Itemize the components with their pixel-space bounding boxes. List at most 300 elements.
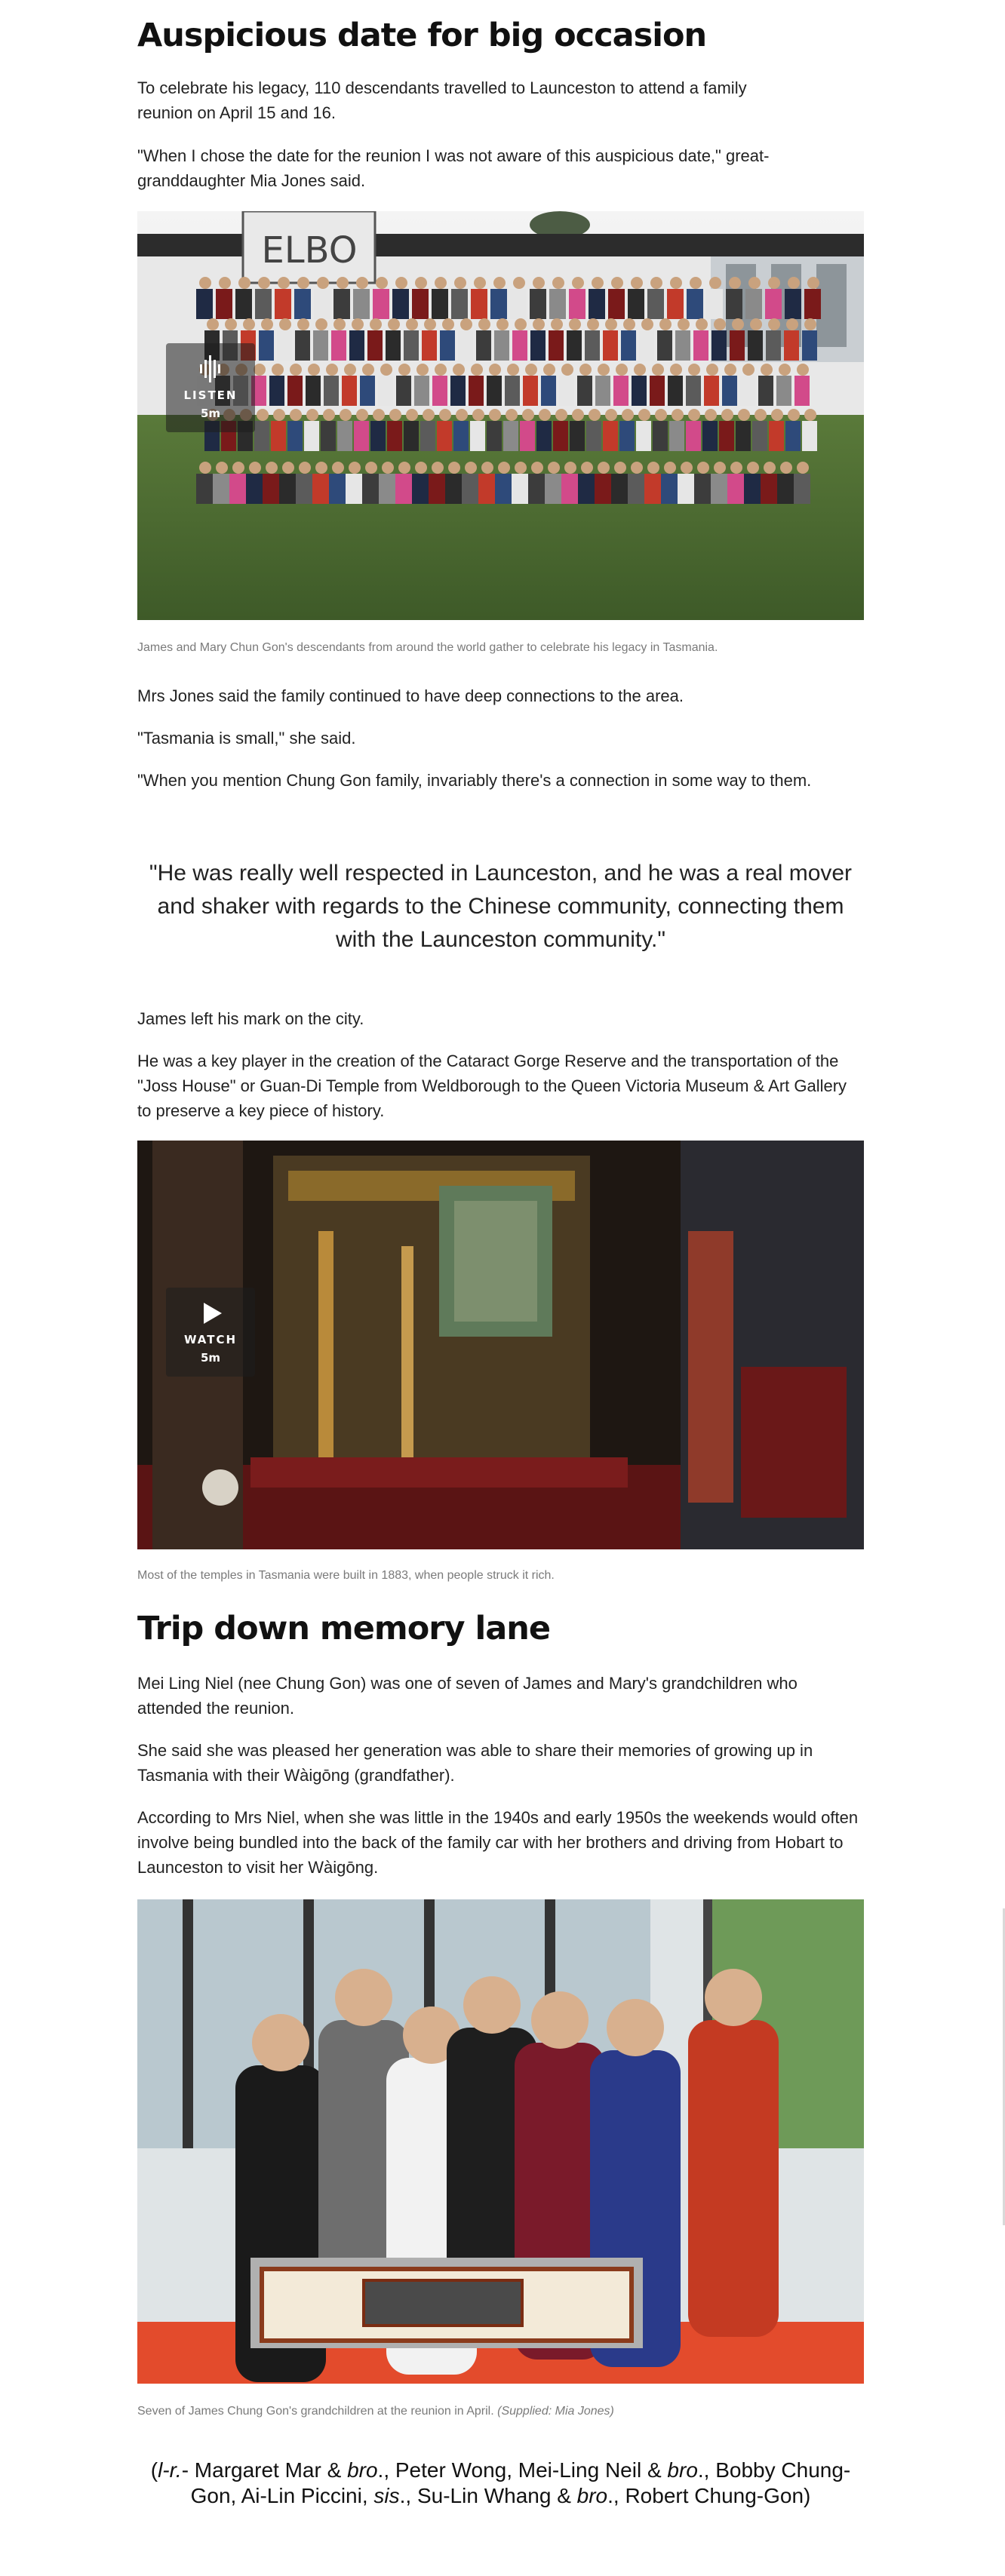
crowd-person-body	[761, 474, 777, 504]
person-head	[335, 1969, 392, 2026]
crowd-person-head	[688, 409, 700, 421]
crowd-person-head	[552, 277, 564, 289]
crowd-person-body	[314, 289, 330, 319]
crowd-person-body	[711, 330, 727, 361]
crowd-person-head	[406, 409, 418, 421]
crowd-person-head	[432, 462, 444, 474]
crowd-person-body	[462, 474, 478, 504]
crowd-person-head	[709, 277, 721, 289]
crowd-person-head	[373, 409, 385, 421]
crowd-person-head	[398, 364, 410, 376]
crowd-person-body	[694, 474, 711, 504]
crowd-person-head	[207, 318, 219, 330]
crowd-person-body	[412, 289, 429, 319]
crowd-person-head	[768, 277, 780, 289]
crowd-person-body	[404, 330, 419, 361]
crowd-person-head	[681, 462, 693, 474]
crowd-person-head	[332, 462, 344, 474]
crowd-person-head	[424, 318, 436, 330]
crowd-person-body	[669, 421, 684, 451]
crowd-person-head	[747, 462, 759, 474]
person-body	[688, 2020, 779, 2337]
crowd-person-body	[693, 330, 708, 361]
crowd-person-head	[456, 409, 468, 421]
crowd-person-head	[333, 318, 346, 330]
crowd-person-head	[572, 409, 584, 421]
crowd-person-body	[644, 474, 661, 504]
crowd-person-head	[279, 318, 291, 330]
crowd-person-body	[287, 376, 303, 406]
crowd-person-head	[199, 462, 211, 474]
paragraph: Mei Ling Niel (nee Chung Gon) was one of seven of James and Mary's grandchildren who attended the reunion.	[137, 1674, 798, 1718]
crowd-person-body	[313, 330, 328, 361]
crowd-person-body	[471, 289, 487, 319]
crowd-person-head	[344, 364, 356, 376]
crowd-person-body	[650, 376, 665, 406]
crowd-person-head	[370, 318, 382, 330]
footnote-text: ., Robert Chung-Gon)	[607, 2484, 811, 2507]
crowd-person-body	[346, 474, 362, 504]
crowd-person-body	[387, 421, 402, 451]
crowd-person-body	[487, 421, 502, 451]
crowd-person-head	[786, 318, 798, 330]
crowd-person-head	[730, 462, 742, 474]
crowd-person-body	[378, 376, 393, 406]
crowd-person-body	[213, 474, 229, 504]
crowd-person-head	[797, 462, 809, 474]
crowd-person-body	[730, 330, 745, 361]
crowd-person-body	[495, 474, 512, 504]
crowd-person-body	[490, 289, 507, 319]
crowd-person-body	[370, 421, 386, 451]
crowd-person-head	[804, 318, 816, 330]
crowd-person-body	[578, 474, 595, 504]
crowd-person-body	[769, 421, 784, 451]
crowd-person-head	[738, 409, 750, 421]
crowd-person-body	[765, 289, 782, 319]
crowd-person-head	[416, 364, 429, 376]
paragraph: Mrs Jones said the family continued to have deep connections to the area.	[137, 686, 684, 705]
crowd-person-head	[655, 409, 667, 421]
crowd-person-head	[337, 277, 349, 289]
crowd-person-body	[432, 376, 447, 406]
crowd-person-body	[275, 289, 291, 319]
crowd-person-head	[257, 409, 269, 421]
crowd-person-body	[469, 376, 484, 406]
crowd-person-body	[386, 330, 401, 361]
watch-button[interactable]	[166, 1288, 255, 1377]
crowd-person-body	[414, 376, 429, 406]
crowd-person-body	[686, 421, 701, 451]
footnote-text: ., Bobby Chung-Gon, Ai-Lin Piccini,	[190, 2458, 851, 2507]
crowd-person-body	[367, 330, 383, 361]
crowd-person-head	[493, 277, 506, 289]
crowd-person-head	[771, 409, 783, 421]
crowd-person-body	[794, 474, 810, 504]
crowd-person-body	[510, 289, 527, 319]
crowd-person-head	[548, 462, 560, 474]
crowd-person-head	[807, 277, 819, 289]
crowd-person-head	[587, 318, 599, 330]
crowd-person-head	[598, 364, 610, 376]
crowd-person-head	[768, 318, 780, 330]
crowd-person-body	[567, 330, 582, 361]
crowd-person-body	[512, 474, 528, 504]
crowd-person-head	[340, 409, 352, 421]
crowd-person-head	[729, 277, 741, 289]
crowd-person-head	[249, 462, 261, 474]
crowd-person-body	[758, 376, 773, 406]
crowd-person-body	[432, 289, 448, 319]
crowd-person-head	[349, 462, 361, 474]
crowd-person-head	[623, 318, 635, 330]
crowd-person-body	[287, 421, 303, 451]
crowd-person-head	[631, 462, 643, 474]
photo-caption	[137, 2403, 864, 2420]
crowd-person-head	[297, 277, 309, 289]
crowd-person-head	[356, 409, 368, 421]
crowd-person-head	[761, 364, 773, 376]
crowd-person-body	[589, 289, 605, 319]
crowd-person-body	[235, 289, 252, 319]
crowd-person-body	[520, 421, 535, 451]
crowd-person-body	[279, 474, 296, 504]
crowd-person-body	[259, 330, 274, 361]
crowd-person-head	[254, 364, 266, 376]
crowd-person-body	[541, 376, 556, 406]
crowd-person-body	[422, 330, 437, 361]
crowd-person-body	[494, 330, 509, 361]
crowd-person-head	[297, 318, 309, 330]
crowd-person-head	[216, 462, 228, 474]
crowd-person-body	[373, 289, 389, 319]
crowd-person-head	[376, 277, 388, 289]
crowd-person-body	[353, 289, 370, 319]
crowd-person-head	[533, 277, 545, 289]
grandchildren-cake-photo-illustration	[137, 1899, 864, 2384]
crowd-person-body	[476, 330, 491, 361]
crowd-person-head	[513, 277, 525, 289]
crowd-person-body	[523, 376, 538, 406]
crowd-person-head	[605, 318, 617, 330]
footnote-text: bro	[576, 2484, 608, 2507]
person-head	[531, 1991, 589, 2049]
crowd-person-body	[621, 330, 636, 361]
crowd-person-head	[290, 364, 302, 376]
crowd-person-head	[598, 462, 610, 474]
crowd-person-body	[451, 289, 468, 319]
crowd-person-head	[415, 277, 427, 289]
crowd-person-body	[470, 421, 485, 451]
crowd-person-body	[595, 376, 610, 406]
crowd-person-body	[802, 421, 817, 451]
crowd-person-head	[622, 409, 634, 421]
crowd-person-body	[585, 330, 600, 361]
crowd-person-body	[653, 421, 668, 451]
paragraph: He was a key player in the creation of the Cataract Gorge Reserve and the transportation of the "Joss House" or Guan-Di Temple from Weldborough to the Queen Victoria Museum & Art Gallery to preserve a key piece of history.	[137, 1052, 847, 1120]
crowd-person-head	[317, 277, 329, 289]
crowd-person-head	[471, 364, 483, 376]
footnote-text: ., Su-Lin Whang &	[399, 2484, 577, 2507]
crowd-person-head	[266, 462, 278, 474]
listen-label: LISTEN	[183, 388, 238, 402]
crowd-person-head	[238, 277, 250, 289]
crowd-person-head	[306, 409, 318, 421]
crowd-person-head	[506, 409, 518, 421]
crowd-person-body	[726, 289, 742, 319]
crowd-person-body	[453, 421, 469, 451]
crowd-person-head	[435, 364, 447, 376]
crowd-person-body	[561, 474, 578, 504]
crowd-person-head	[755, 409, 767, 421]
crowd-person-body	[802, 330, 817, 361]
crowd-person-body	[569, 289, 585, 319]
person-head	[252, 2014, 309, 2071]
crowd-person-body	[603, 330, 618, 361]
crowd-person-head	[779, 364, 791, 376]
watch-label: WATCH	[183, 1333, 238, 1346]
crowd-person-body	[785, 289, 801, 319]
crowd-person-body	[628, 474, 644, 504]
crowd-person-body	[360, 376, 375, 406]
footnote-text: l-r.	[158, 2458, 182, 2482]
crowd-person-head	[453, 364, 465, 376]
crowd-person-head	[650, 277, 662, 289]
crowd-person-body	[528, 474, 545, 504]
crowd-person-body	[354, 421, 369, 451]
crowd-person-head	[481, 462, 493, 474]
crowd-person-head	[352, 318, 364, 330]
crowd-person-head	[398, 462, 410, 474]
crowd-person-head	[551, 318, 563, 330]
crowd-person-head	[243, 318, 255, 330]
crowd-person-body	[785, 421, 801, 451]
section-heading-memory-lane: Trip down memory lane	[137, 1610, 550, 1647]
crowd-person-body	[706, 289, 723, 319]
crowd-person-body	[246, 474, 263, 504]
crowd-person-head	[750, 318, 762, 330]
crowd-person-body	[711, 474, 727, 504]
crowd-person-head	[315, 462, 327, 474]
crowd-person-body	[719, 421, 734, 451]
crowd-person-head	[614, 462, 626, 474]
crowd-person-body	[536, 421, 552, 451]
crowd-person-head	[742, 364, 755, 376]
crowd-person-body	[487, 376, 502, 406]
crowd-person-head	[543, 364, 555, 376]
crowd-person-head	[592, 277, 604, 289]
family-reunion-photo	[137, 211, 864, 620]
crowd-person-head	[589, 409, 601, 421]
crowd-person-body	[269, 376, 284, 406]
crowd-person-body	[379, 474, 395, 504]
crowd-person-body	[530, 289, 546, 319]
crowd-person-body	[686, 376, 701, 406]
crowd-person-head	[423, 409, 435, 421]
crowd-person-head	[308, 364, 320, 376]
temple-video[interactable]	[137, 1141, 864, 1549]
crowd-person-head	[525, 364, 537, 376]
crowd-person-head	[389, 409, 401, 421]
crowd-person-body	[229, 474, 246, 504]
crowd-person-head	[415, 462, 427, 474]
crowd-person-body	[661, 474, 678, 504]
crowd-person-body	[678, 474, 694, 504]
crowd-person-head	[569, 318, 581, 330]
crowd-person-head	[688, 364, 700, 376]
crowd-person-body	[784, 330, 799, 361]
crowd-person-head	[647, 462, 659, 474]
crowd-person-body	[512, 330, 527, 361]
crowd-person-body	[404, 421, 419, 451]
crowd-person-body	[549, 289, 566, 319]
crowd-person-head	[261, 318, 273, 330]
crowd-person-head	[788, 409, 800, 421]
crowd-person-head	[282, 462, 294, 474]
crowd-person-body	[294, 289, 311, 319]
crowd-person-body	[549, 330, 564, 361]
crowd-person-head	[225, 318, 237, 330]
crowd-person-head	[442, 318, 454, 330]
crowd-person-body	[668, 376, 683, 406]
crowd-person-head	[522, 409, 534, 421]
crowd-person-body	[295, 330, 310, 361]
crowd-person-head	[278, 277, 290, 289]
crowd-person-head	[382, 462, 394, 474]
crowd-person-body	[545, 474, 561, 504]
crowd-person-body	[675, 330, 690, 361]
crowd-person-head	[448, 462, 460, 474]
crowd-person-head	[290, 409, 302, 421]
crowd-person-head	[561, 364, 573, 376]
crowd-person-body	[445, 474, 462, 504]
footnote-text: (	[150, 2458, 158, 2482]
crowd-person-body	[277, 330, 292, 361]
crowd-person-head	[732, 318, 744, 330]
listen-button[interactable]	[166, 343, 255, 432]
crowd-person-body	[628, 289, 644, 319]
crowd-person-body	[748, 330, 763, 361]
crowd-person-head	[323, 409, 335, 421]
crowd-person-head	[724, 364, 736, 376]
audio-waveform-icon	[166, 355, 255, 382]
crowd-person-body	[329, 474, 346, 504]
crowd-person-body	[613, 376, 629, 406]
crowd-person-head	[258, 277, 270, 289]
crowd-person-body	[553, 421, 568, 451]
crowd-person-body	[396, 376, 411, 406]
crowd-person-head	[388, 318, 400, 330]
crowd-person-body	[324, 376, 339, 406]
crowd-person-body	[639, 330, 654, 361]
crowd-person-body	[777, 474, 794, 504]
crowd-person-head	[804, 409, 816, 421]
paragraph: According to Mrs Niel, when she was little in the 1940s and early 1950s the weekends would often involve being bundled into the back of the family car with her brothers and driving from Hobart to Launceston to visit her Wàigōng.	[137, 1808, 859, 1877]
crowd-person-head	[638, 409, 650, 421]
crowd-person-head	[748, 277, 761, 289]
crowd-person-body	[254, 421, 269, 451]
crowd-person-body	[603, 421, 618, 451]
crowd-person-head	[611, 277, 623, 289]
crowd-person-body	[333, 289, 350, 319]
crowd-person-head	[365, 462, 377, 474]
crowd-person-head	[581, 462, 593, 474]
footnote-text: - Margaret Mar &	[181, 2458, 348, 2482]
crowd-person-head	[515, 318, 527, 330]
crowd-person-body	[450, 376, 466, 406]
crowd-person-body	[744, 474, 761, 504]
crowd-person-head	[697, 462, 709, 474]
crowd-person-head	[659, 318, 672, 330]
building-sign-text: ELBO	[261, 229, 358, 272]
crowd-person-head	[579, 364, 592, 376]
crowd-person-head	[498, 462, 510, 474]
crowd-person-head	[474, 277, 486, 289]
crowd-person-body	[608, 289, 625, 319]
footnote-text: bro	[347, 2458, 378, 2482]
crowd-person-head	[780, 462, 792, 474]
crowd-person-body	[636, 421, 651, 451]
crowd-person-body	[530, 330, 546, 361]
crowd-person-head	[641, 318, 653, 330]
crowd-person-body	[577, 376, 592, 406]
paragraph: "When I chose the date for the reunion I was not aware of this auspicious date," great-granddaughter Mia Jones said.	[137, 146, 770, 190]
crowd-person-body	[312, 474, 329, 504]
crowd-person-body	[263, 474, 279, 504]
crowd-person-head	[507, 364, 519, 376]
crowd-person-body	[503, 421, 518, 451]
video-caption: Most of the temples in Tasmania were built in 1883, when people struck it rich.	[137, 1569, 555, 1582]
crowd-person-body	[458, 330, 473, 361]
listen-duration: 5m	[200, 407, 221, 420]
paragraph: "Tasmania is small," she said.	[137, 729, 356, 748]
crowd-person-body	[296, 474, 312, 504]
crowd-person-head	[696, 318, 708, 330]
crowd-person-body	[722, 376, 737, 406]
crowd-person-head	[315, 318, 327, 330]
crowd-person-head	[465, 462, 477, 474]
crowd-person-head	[515, 462, 527, 474]
paragraph: "When you mention Chung Gon family, invariably there's a connection in some way to them.	[137, 771, 812, 790]
crowd-person-body	[437, 421, 452, 451]
names-footnote	[137, 2458, 864, 2509]
crowd-person-body	[342, 376, 357, 406]
crowd-person-body	[420, 421, 435, 451]
crowd-person-body	[752, 421, 767, 451]
watch-duration: 5m	[200, 1351, 221, 1365]
paragraph: She said she was pleased her generation was able to share their memories of growing up in Tasmania with their Wàigōng (grandfather).	[137, 1741, 813, 1785]
crowd-person-body	[349, 330, 364, 361]
paragraph: James left his mark on the city.	[137, 1009, 364, 1028]
crowd-person-body	[794, 376, 810, 406]
crowd-person-body	[745, 289, 762, 319]
crowd-person-head	[539, 409, 551, 421]
photo-credit: (Supplied: Mia Jones)	[497, 2405, 614, 2418]
crowd-person-head	[721, 409, 733, 421]
paragraph: To celebrate his legacy, 110 descendants travelled to Launceston to attend a family reunion on April 15 and 16.	[137, 78, 747, 122]
crowd-person-body	[632, 376, 647, 406]
crowd-person-head	[564, 462, 576, 474]
crowd-person-head	[690, 277, 702, 289]
crowd-person-body	[740, 376, 755, 406]
section-heading-auspicious-date: Auspicious date for big occasion	[137, 17, 707, 54]
crowd-person-head	[531, 462, 543, 474]
crowd-person-head	[797, 364, 809, 376]
crowd-person-body	[440, 330, 455, 361]
crowd-person-head	[478, 318, 490, 330]
crowd-person-head	[439, 409, 451, 421]
crowd-person-head	[496, 318, 509, 330]
